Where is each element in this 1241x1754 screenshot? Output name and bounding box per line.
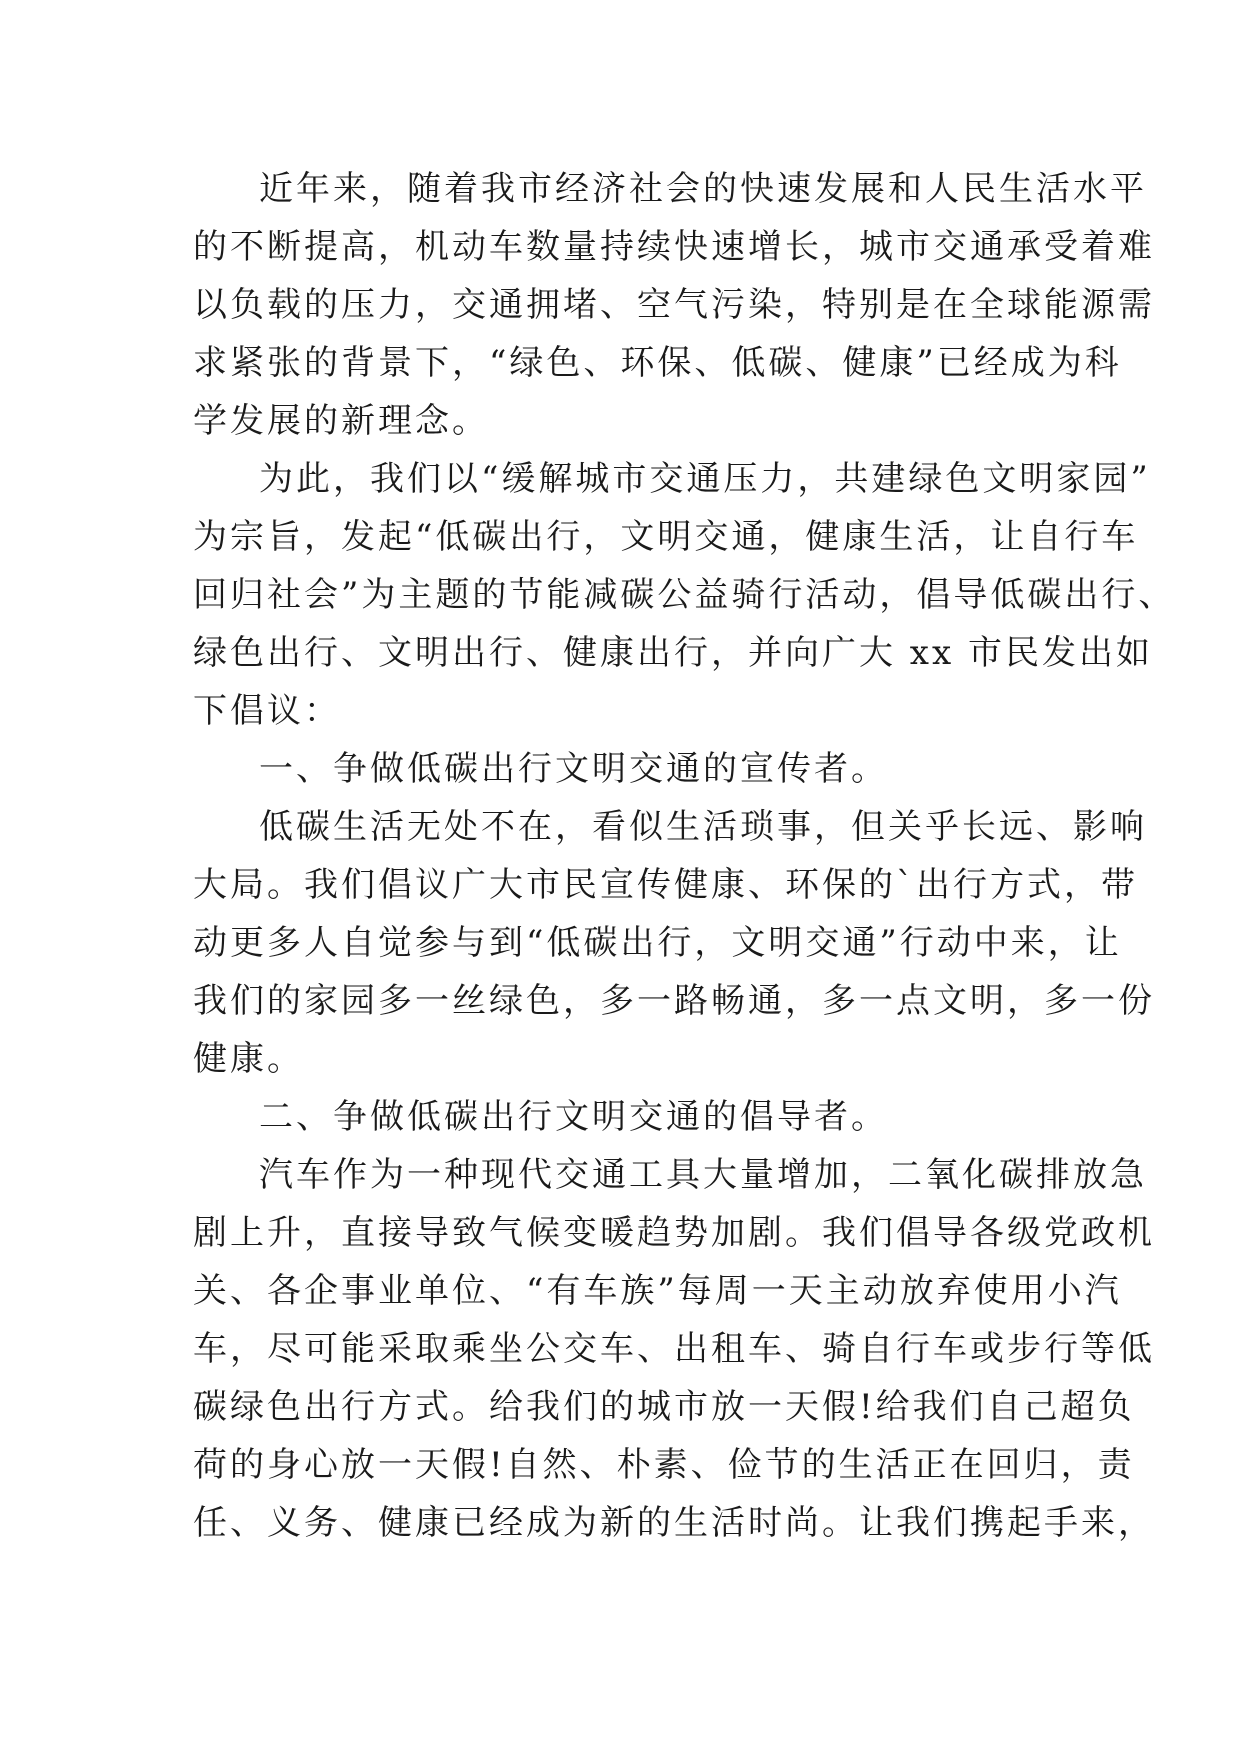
- section-heading-1: 一、争做低碳出行文明交通的宣传者。: [259, 749, 888, 789]
- paragraph-2-line-1: 为此，我们以“缓解城市交通压力，共建绿色文明家园”: [259, 459, 1151, 499]
- paragraph-1-line-4: 求紧张的背景下，“绿色、环保、低碳、健康”已经成为科: [193, 343, 1122, 383]
- paragraph-4-line-3: 关、各企事业单位、“有车族”每周一天主动放弃使用小汽: [193, 1271, 1122, 1311]
- paragraph-4-line-2: 剧上升，直接导致气候变暖趋势加剧。我们倡导各级党政机: [193, 1213, 1155, 1253]
- paragraph-2-line-2: 为宗旨，发起“低碳出行，文明交通，健康生活，让自行车: [193, 517, 1139, 557]
- paragraph-4-line-1: 汽车作为一种现代交通工具大量增加，二氧化碳排放急: [259, 1155, 1147, 1195]
- paragraph-3-line-3: 动更多人自觉参与到“低碳出行，文明交通”行动中来，让: [193, 923, 1122, 963]
- paragraph-3-line-4: 我们的家园多一丝绿色，多一路畅通，多一点文明，多一份: [193, 981, 1155, 1021]
- paragraph-1-line-2: 的不断提高，机动车数量持续快速增长，城市交通承受着难: [193, 227, 1155, 267]
- section-heading-2: 二、争做低碳出行文明交通的倡导者。: [259, 1097, 888, 1137]
- paragraph-4-line-4: 车，尽可能采取乘坐公交车、出租车、骑自行车或步行等低: [193, 1329, 1155, 1369]
- paragraph-4-line-6: 荷的身心放一天假!自然、朴素、俭节的生活正在回归，责: [193, 1445, 1135, 1485]
- paragraph-1-line-5: 学发展的新理念。: [193, 401, 489, 441]
- paragraph-1-line-1: 近年来，随着我市经济社会的快速发展和人民生活水平: [259, 169, 1147, 209]
- paragraph-1-line-3: 以负载的压力，交通拥堵、空气污染，特别是在全球能源需: [193, 285, 1155, 325]
- paragraph-2-line-3: 回归社会”为主题的节能减碳公益骑行活动，倡导低碳出行、: [193, 575, 1176, 615]
- paragraph-2-line-4: 绿色出行、文明出行、健康出行，并向广大 xx 市民发出如: [193, 633, 1153, 673]
- paragraph-2-line-5: 下倡议：: [193, 691, 341, 731]
- paragraph-3-line-5: 健康。: [193, 1039, 304, 1079]
- paragraph-4-line-7: 任、义务、健康已经成为新的生活时尚。让我们携起手来，: [193, 1503, 1155, 1543]
- paragraph-3-line-2: 大局。我们倡议广大市民宣传健康、环保的`出行方式，带: [193, 865, 1138, 905]
- paragraph-3-line-1: 低碳生活无处不在，看似生活琐事，但关乎长远、影响: [259, 807, 1147, 847]
- document-body: [193, 160, 1176, 1552]
- paragraph-4-line-5: 碳绿色出行方式。给我们的城市放一天假!给我们自己超负: [193, 1387, 1135, 1427]
